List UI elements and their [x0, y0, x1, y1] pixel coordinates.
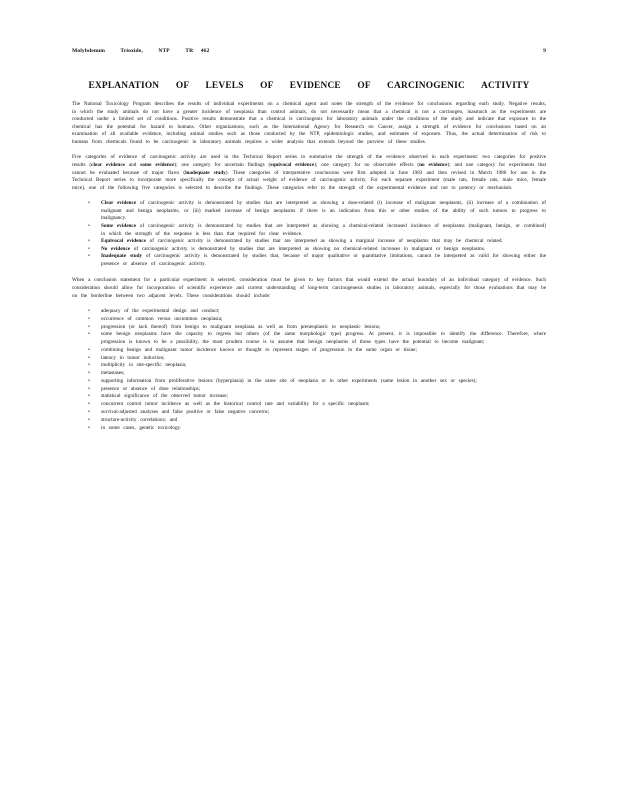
term-no-evidence: no evidence [419, 161, 448, 168]
text-run: ); one category for uncertain findings ( [174, 161, 271, 168]
list-item: • adequacy of the experimental design and conduct; [98, 308, 546, 316]
term-equivocal-evidence: equivocal evidence [270, 161, 315, 168]
intro-paragraph: The National Toxicology Program describes the results of individual experiments on a chemical agent and notes the strength of the evidence for conclusions regarding each study. Negative results, in which the study animals do not have a greater incidence of neoplasia than control animals, do not necessarily mean that a chemical is not a carcinogen, inasmuch as the experiments are conducted under a limited set of conditions. Positive results demonstrate that a chemical is carcinogenic for laboratory animals under the conditions of the study and indicate that exposure to the chemical has the potential for hazard to humans. Other organizations, such as the International Agency for Research on Cancer, assign a strength of evidence for conclusions based on an examination of all available evidence, including animal studies such as those conducted by the NTP, epidemiologic studies, and estimates of exposure. Thus, the actual determination of risk to humans from chemicals found to be carcinogenic in laboratory animals requires a wider analysis that extends beyond the purview of these studies. [72, 101, 546, 145]
header-chemical-cont: Trioxide, [120, 48, 143, 54]
text-run: and [124, 161, 141, 168]
text-run: Five categories of evidence of carcinogenic activity are used in the Technical Report series to summarize the strength of the evidence observed in each experiment: two categories for positive results ( [72, 154, 546, 168]
list-item: • occurrence of common versus uncommon neoplasia; [98, 316, 546, 324]
list-item: • metastases; [98, 370, 546, 378]
running-header [72, 48, 546, 54]
document-page [72, 48, 546, 440]
list-item: • progression (or lack thereof) from benign to malignant neoplasia as well as from preneoplastic to neoplastic lesions; [98, 324, 546, 332]
term-some-evidence: some evidence [140, 161, 175, 168]
level-term: Equivocal evidence [101, 238, 146, 245]
page-number: 9 [543, 48, 546, 54]
running-header-left [72, 48, 223, 54]
level-text: of carcinogenic activity is demonstrated by studies that, because of major qualitative or quantitative limitations, cannot be interpreted as valid for showing either the presence or absence of carcinogenic activity. [101, 253, 546, 267]
text-run: ); one category for no observable effects ( [314, 161, 420, 168]
list-item: • multiplicity in site-specific neoplasia; [98, 362, 546, 370]
considerations-list [72, 308, 546, 432]
list-item [98, 253, 546, 268]
level-text: of carcinogenic activity is demonstrated by studies that are interpreted as showing a chemical-related increased incidence of neoplasms (malignant, benign, or combined) in which the strength of the response is less than that required for clear evidence. [101, 222, 546, 237]
text-run: ); and one category for experiments that cannot be evaluated because of major flaws ( [72, 161, 547, 176]
list-item [98, 238, 546, 246]
list-item: • in some cases, genetic toxicology. [98, 425, 546, 433]
list-item: • concurrent control tumor incidence as well as the historical control rate and variability for a specific neoplasm; [98, 401, 546, 409]
term-clear-evidence: clear evidence [91, 161, 125, 168]
level-term: Inadequate study [101, 253, 143, 260]
level-text: of carcinogenic activity is demonstrated by studies that are interpreted as showing a dose-related (i) increase of malignant neoplasms, (ii) increase of a combination of malignant and benign neoplasms, or (iii) marked increase of benign neoplasms if there is an indication from this or other studies of the ability of such tumors to progress to malignancy. [101, 200, 546, 222]
level-term: No evidence [101, 245, 131, 252]
header-report-number: 462 [200, 48, 210, 54]
list-item: • some benign neoplasms have the capacity to regress but others (of the same morphologic type) progress. At present, it is impossible to identify the difference. Therefore, where progression is known to be a possibility, the most prudent course is to assume that benign neoplasms of those types have the potential to become malignant; [98, 331, 546, 346]
page-title: EXPLANATION OF LEVELS OF EVIDENCE OF CARCINOGENIC ACTIVITY [88, 81, 530, 91]
list-item: • statistical significance of the observed tumor increase; [98, 393, 546, 401]
list-item: • structure-activity correlations; and [98, 417, 546, 425]
text-run: ). These categories of interpretative conclusions were first adopted in June 1983 and then revised in March 1986 for use in the Technical Report series to incorporate more specifically the concept of actual weight of evidence of carcinogenic activity. For each separate experiment (male rats, female rats, male mice, female mice), one of the following five categories is selected to describe the findings. These categories refer to the strength of the experimental evidence and not to potency or mechanism. [72, 169, 547, 191]
list-item: • survival-adjusted analyses and false positive or false negative concerns; [98, 409, 546, 417]
level-term: Clear evidence [101, 200, 137, 207]
header-ntp: NTP [158, 48, 170, 54]
header-tr: TR [185, 48, 194, 54]
list-item: • latency in tumor induction; [98, 355, 546, 363]
level-term: Some evidence [101, 222, 137, 229]
list-item: • presence or absence of dose relationships; [98, 386, 546, 394]
evidence-levels-list [72, 200, 546, 268]
categories-paragraph [72, 154, 546, 192]
header-chemical: Molybdenum [72, 48, 106, 54]
list-item: • supporting information from proliferative lesions (hyperplasia) in the same site of neoplasia or in other experiments (same lesion in another sex or species); [98, 378, 546, 386]
list-item [98, 200, 546, 223]
considerations-paragraph: When a conclusion statement for a particular experiment is selected, consideration must be given to key factors that would extend the actual boundary of an individual category of evidence. Such consideration should allow for incorporation of scientific experience and current understanding of long-term carcinogenesis studies in laboratory animals, especially for those evaluations that may be on the borderline between two adjacent levels. These considerations should include: [72, 277, 546, 299]
level-text: of carcinogenic activity is demonstrated by studies that are interpreted as showing no chemical-related increases in malignant or benign neoplasms. [130, 245, 486, 252]
term-inadequate-study: inadequate study [185, 169, 226, 176]
list-item [98, 223, 546, 238]
list-item: • combining benign and malignant tumor incidence known or thought to represent stages of progression in the same organ or tissue; [98, 347, 546, 355]
level-text: of carcinogenic activity is demonstrated by studies that are interpreted as showing a marginal increase of neoplasms that may be chemical related. [145, 238, 503, 245]
